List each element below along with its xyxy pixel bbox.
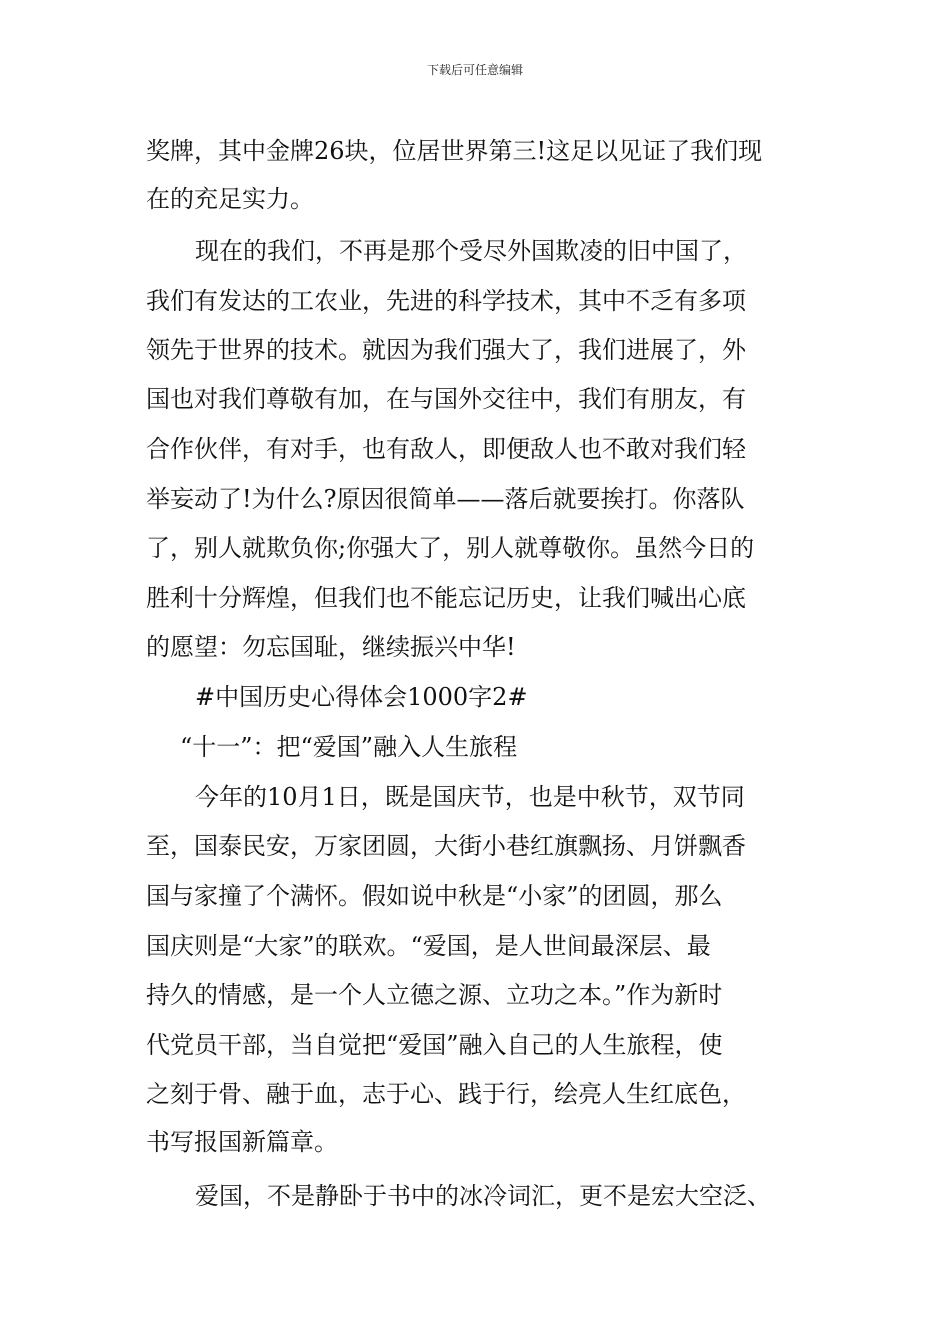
- text-line-2: 在的充足实力。: [146, 185, 314, 213]
- text-line-18: 持久的情感，是一个人立德之源、立功之本。”作为新时: [146, 981, 723, 1009]
- text-line-19: 代党员干部，当自觉把“爱国”融入自己的人生旅程，使: [146, 1031, 723, 1059]
- text-line-17: 国庆则是“大家”的联欢。“爱国，是人世间最深层、最: [146, 932, 711, 960]
- text-line-6: 国也对我们尊敬有加，在与国外交往中，我们有朋友，有: [146, 385, 746, 413]
- text-line-7: 合作伙伴，有对手，也有敌人，即便敌人也不敢对我们轻: [146, 435, 746, 463]
- text-line-20: 之刻于骨、融于血，志于心、践于行，绘亮人生红底色，: [146, 1080, 746, 1108]
- article-title: “十一”：把“爱国”融入人生旅程: [180, 733, 518, 761]
- text-line-5: 领先于世界的技术。就因为我们强大了，我们进展了，外: [146, 336, 746, 364]
- text-line-11: 的愿望：勿忘国耻，继续振兴中华!: [146, 633, 516, 661]
- text-line-9: 了，别人就欺负你;你强大了，别人就尊敬你。虽然今日的: [146, 534, 755, 562]
- section-heading: #中国历史心得体会1000字2#: [195, 683, 528, 711]
- text-line-4: 我们有发达的工农业，先进的科学技术，其中不乏有多项: [146, 287, 746, 315]
- text-line-3: 现在的我们，不再是那个受尽外国欺凌的旧中国了，: [195, 237, 747, 265]
- text-line-10: 胜利十分辉煌，但我们也不能忘记历史，让我们喊出心底: [146, 584, 746, 612]
- text-line-15: 至，国泰民安，万家团圆，大街小巷红旗飘扬、月饼飘香: [146, 832, 746, 860]
- text-line-16: 国与家撞了个满怀。假如说中秋是“小家”的团圆，那么: [146, 882, 723, 910]
- text-line-21: 书写报国新篇章。: [146, 1128, 338, 1156]
- text-line-1: 奖牌，其中金牌26块，位居世界第三!这足以见证了我们现: [146, 137, 763, 165]
- page-header: 下载后可任意编辑: [426, 63, 523, 77]
- text-line-8: 举妄动了!为什么?原因很简单——落后就要挨打。你落队: [146, 485, 745, 513]
- text-line-22: 爱国，不是静卧于书中的冰冷词汇，更不是宏大空泛、: [195, 1182, 771, 1210]
- text-line-14: 今年的10月1日，既是国庆节，也是中秋节，双节同: [195, 783, 745, 811]
